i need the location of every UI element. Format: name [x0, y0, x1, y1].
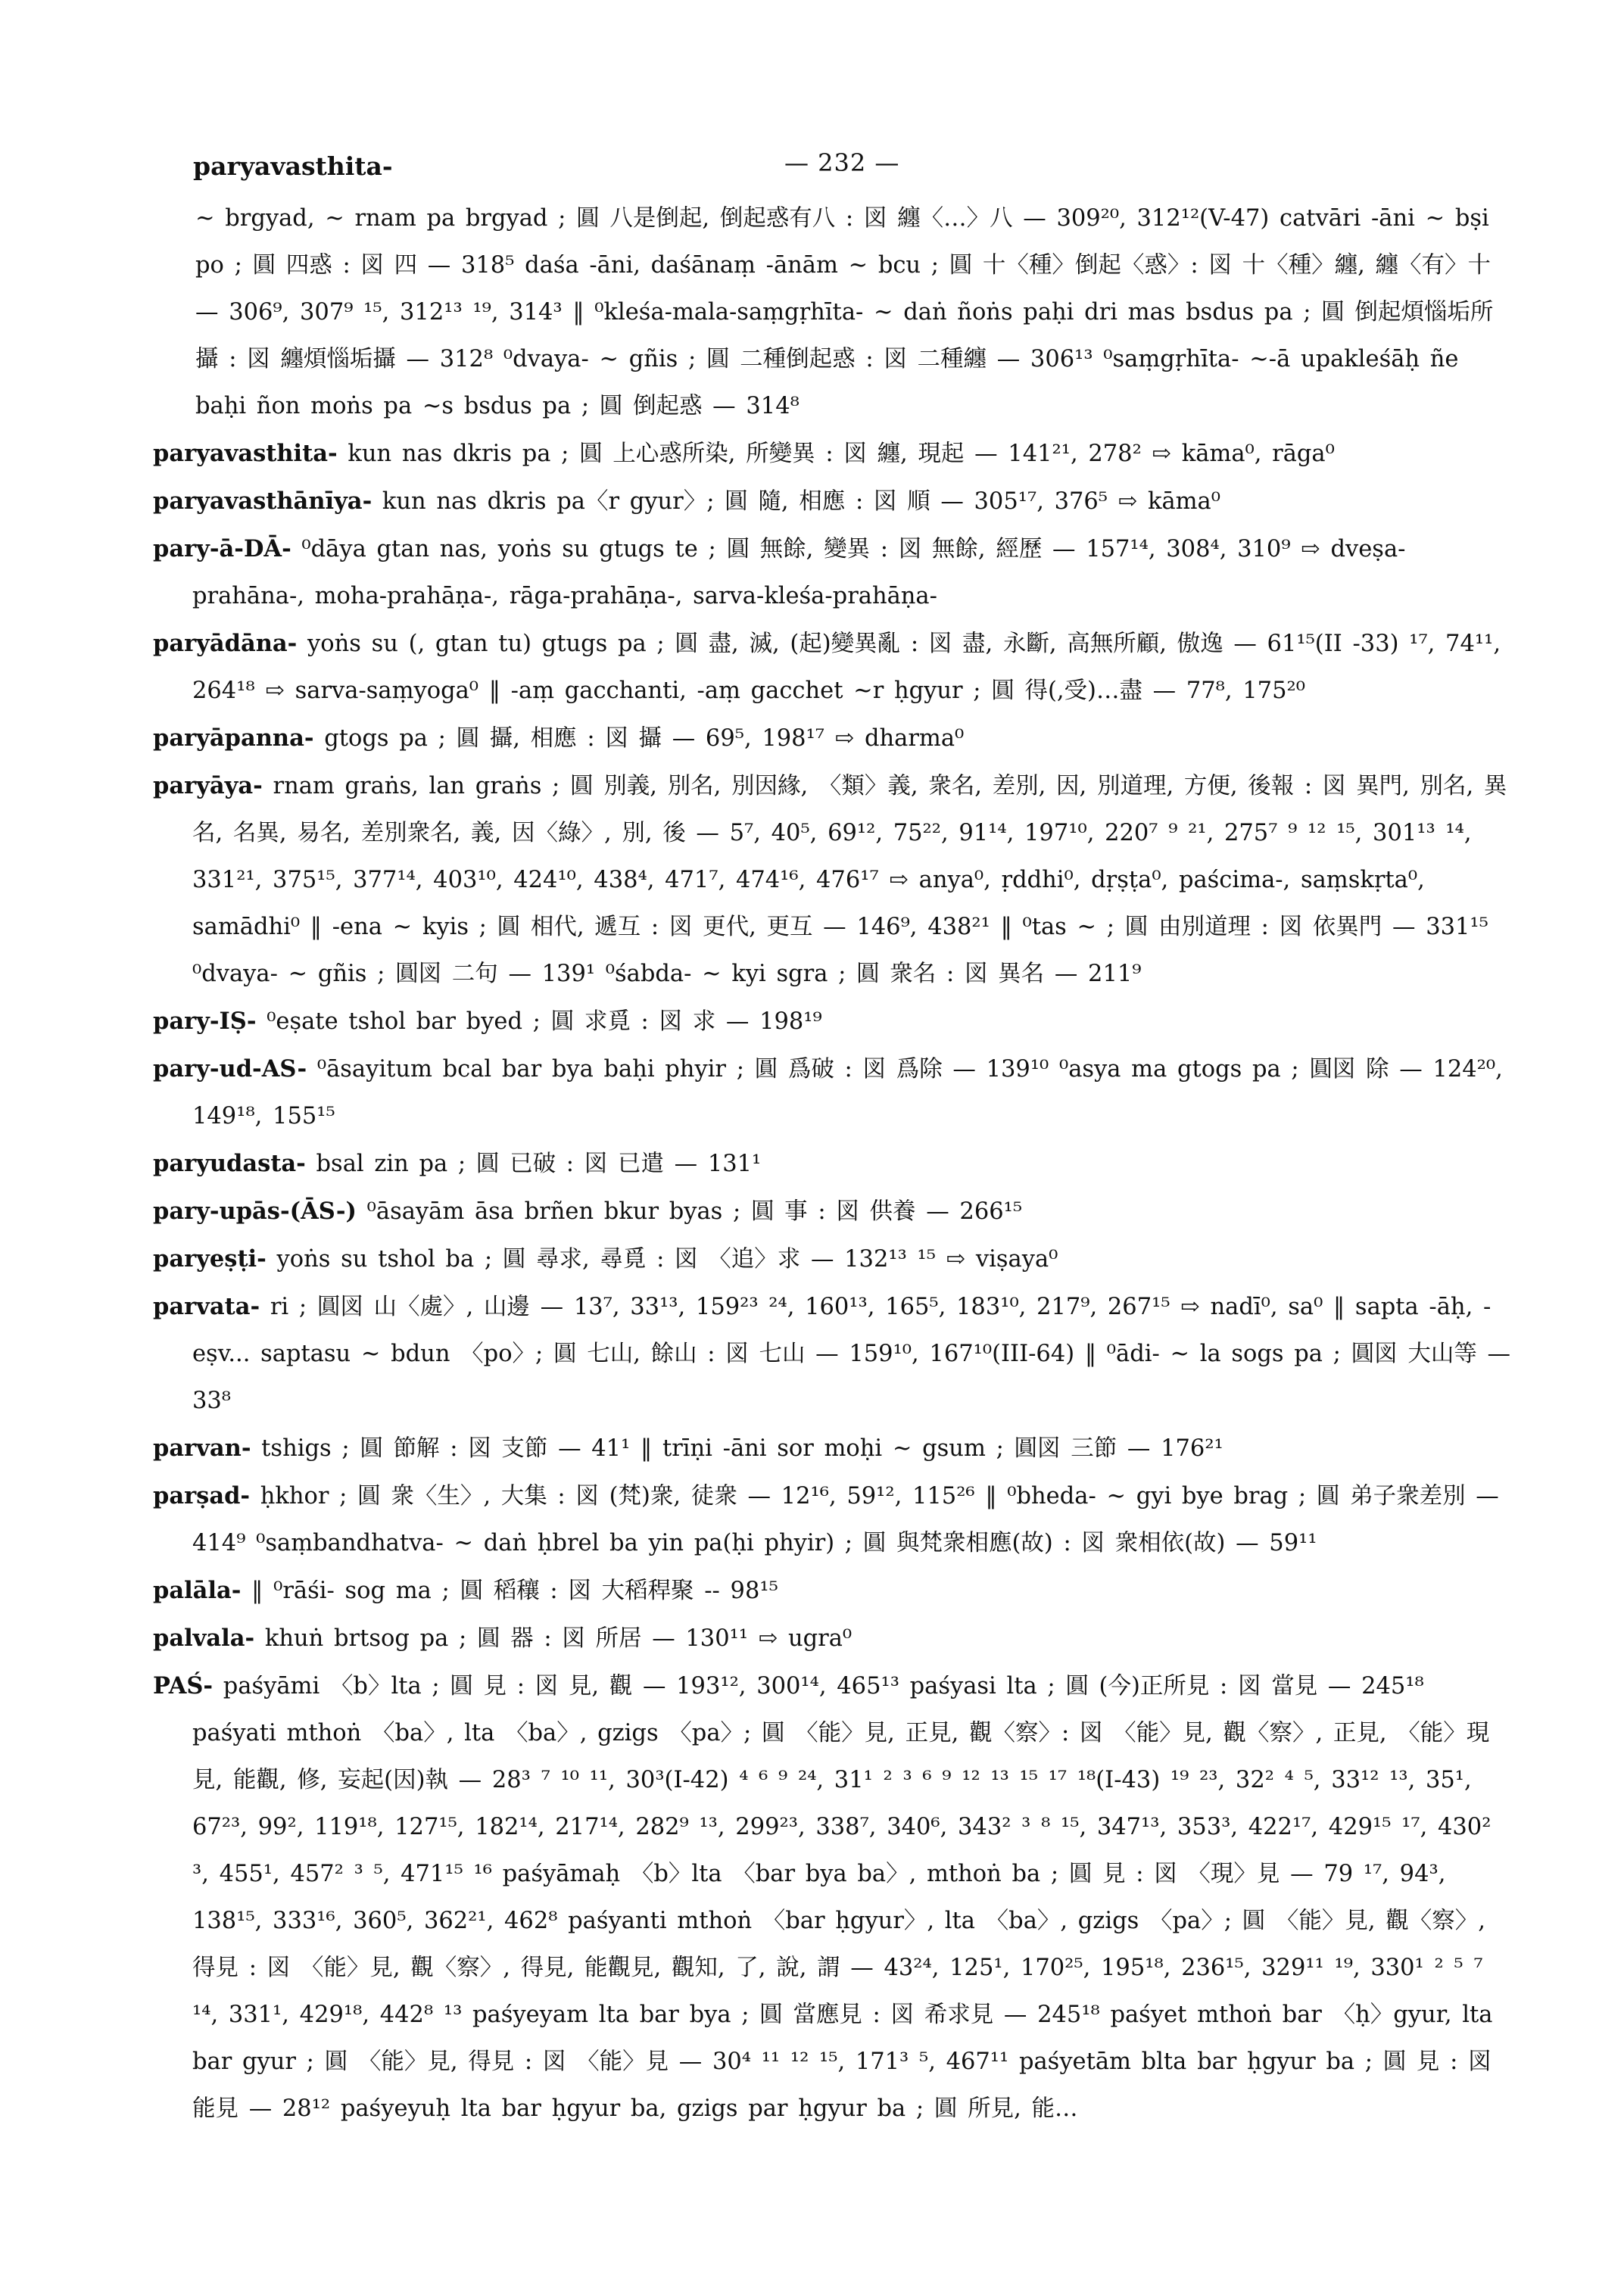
dictionary-entry: palvala- khuṅ brtsog pa ; 圓 器 : 図 所居 — 130¹¹ ⇨ ugra⁰ — [153, 1625, 853, 1652]
headword: palvala- — [153, 1625, 255, 1652]
continuation-line: 図 十〈種〉纏, 纏〈有〉十 — 306⁹, 307⁹ ¹⁵, 312¹³ ¹⁹, 314³ ‖ ⁰kleśa-mala-saṃgṛhīta- ~ daṅ ñoṅs paḥi — [195, 252, 1492, 326]
continuation-line: 二種纏 — 306¹³ ⁰saṃgṛhīta- ~-ā upakleśāḥ ñe baḥi ñon moṅs pa ~s bsdus pa ; 圓 倒起惑 — — [195, 346, 1459, 419]
running-head: paryavasthita- — [193, 151, 393, 181]
dictionary-entry: pary-ā-DĀ- ⁰dāya gtan nas, yoṅs su gtugs te ; 圓 無餘, 變異 : 図 無餘, 經歷 — 157¹⁴, 308⁴, 310⁹ ⇨ dveṣa-prahāna-, moha-prahāṇa-, rāga-prahāṇa-, sarva-kleśa-prahāṇa- — [153, 535, 1406, 609]
dictionary-entry: palāla- ‖ ⁰rāśi- sog ma ; 圓 稻穰 : 図 大稻稈聚 -- 98¹⁵ — [153, 1577, 778, 1604]
headword: PAŚ- — [153, 1672, 214, 1699]
dictionary-entry: parṣad- ḥkhor ; 圓 衆〈生〉, 大集 : 図 (梵)衆, 徒衆 — 12¹⁶, 59¹², 115²⁶ ‖ ⁰bheda- ~ gyi bye brag ; 圓 弟子衆差別 — 414⁹ ⁰saṃbandhatva- ~ daṅ ḥbrel ba yin pa(ḥi phyir) ; 圓 與梵衆相應(故) : 図 衆相依(故) — 59¹¹ — [153, 1482, 1499, 1556]
headword: palāla- — [153, 1577, 242, 1604]
dictionary-entry: parvan- tshigs ; 圓 節解 : 図 支節 — 41¹ ‖ trīṇi -āni sor moḥi ~ gsum ; 圓図 三節 — 176²¹ — [153, 1435, 1223, 1462]
headword: pary-ā-DĀ- — [153, 535, 291, 562]
dictionary-entry: paryavasthānīya- kun nas dkris pa〈r gyur〉; 圓 隨, 相應 : 図 順 — 305¹⁷, 376⁵ ⇨ kāma⁰ — [153, 488, 1220, 515]
continuation-line: 314⁸ — [746, 393, 800, 419]
headword: pary-upās-(ĀS-) — [153, 1198, 357, 1225]
headword: pary-ud-AS- — [153, 1055, 307, 1083]
dictionary-entry: PAŚ- paśyāmi 〈b〉lta ; 圓 見 : 図 見, 觀 — 193¹², 300¹⁴, 465¹³ paśyasi lta ; 圓 (今)正所見 : 図 當見 — 245¹⁸ paśyati mthoṅ 〈ba〉, lta 〈ba〉, gzigs 〈pa〉; 圓 〈能〉見, 正見, 觀〈察〉: 図 〈能〉見, 觀〈察〉, 正見, 〈能〉現見, 能觀, 修, 妄起(因)執 — 28³ ⁷ ¹⁰ ¹¹, 30³(I-42) ⁴ ⁶ ⁹ ²⁴, 31¹ ² ³ ⁶ ⁹ ¹² ¹³ ¹⁵ ¹⁷ ¹⁸(I-43) ¹⁹ ²³, 32² ⁴ ⁵, 33¹² ¹³, 35¹, 67²³, 99², 119¹⁸, 127¹⁵, 182¹⁴, 217¹⁴, 282⁹ ¹³, 299²³, 338⁷, 340⁶, 343² ³ ⁸ ¹⁵, 347¹³, 353³, 422¹⁷, 429¹⁵ ¹⁷, 430² ³, 455¹, 457² ³ ⁵, 471¹⁵ ¹⁶ paśyāmaḥ 〈b〉lta 〈bar bya ba〉, mthoṅ ba ; 圓 見 : 図 〈現〉見 — 79 ¹⁷, 94³, 138¹⁵, 333¹⁶, 360⁵, 362²¹, 462⁸ paśyanti mthoṅ 〈bar ḥgyur〉, lta 〈ba〉, gzigs 〈pa〉; 圓 〈能〉見, 觀〈察〉, 得見 : 図 〈能〉見, 觀〈察〉, 得見, 能觀見, 觀知, 了, 說, 謂 — 43²⁴, 125¹, 170²⁵, 195¹⁸, 236¹⁵, 329¹¹ ¹⁹, 330¹ ² ⁵ ⁷ ¹⁴, 331¹, 429¹⁸, 442⁸ ¹³ paśyeyam lta bar bya ; 圓 當應見 : 図 希求見 — 245¹⁸ paśyet mthoṅ bar 〈ḥ〉gyur, lta bar gyur ; 圓 〈能〉見, 得見 : 図 〈能〉見 — 30⁴ ¹¹ ¹² ¹⁵, 171³ ⁵, 467¹¹ paśyetām blta bar ḥgyur ba ; 圓 見 : 図 能見 — 28¹² paśyeyuḥ lta bar ḥgyur ba, gzigs par ḥgyur ba ; 圓 所見, 能… — [153, 1672, 1493, 2122]
dictionary-entry: paryeṣṭi- yoṅs su tshol ba ; 圓 尋求, 尋覓 : 図 〈追〉求 — 132¹³ ¹⁵ ⇨ viṣaya⁰ — [153, 1245, 1058, 1273]
headword: parvata- — [153, 1293, 260, 1320]
continuation-block — [157, 195, 1513, 430]
continuation-line: dri mas bsdus pa ; 圓 倒起煩惱垢所攝 : 図 纏煩惱垢攝 — 312⁸ ⁰dvaya- ~ gñis ; 圓 二種倒起惑 : 図 — [195, 299, 1494, 372]
dictionary-entry: paryudasta- bsal zin pa ; 圓 已破 : 図 已遣 — 131¹ — [153, 1150, 762, 1177]
dictionary-entry: paryādāna- yoṅs su (, gtan tu) gtugs pa ; 圓 盡, 滅, (起)變異亂 : 図 盡, 永斷, 高無所顧, 傲逸 — 61¹⁵(II -33) ¹⁷, 74¹¹, 264¹⁸ ⇨ sarva-saṃyoga⁰ ‖ -aṃ gacchanti, -aṃ gacchet ~r ḥgyur ; 圓 得(,受)…盡 — 77⁸, 175²⁰ — [153, 630, 1501, 704]
dictionary-entry: paryāya- rnam graṅs, lan graṅs ; 圓 別義, 別名, 別因緣, 〈類〉義, 衆名, 差別, 因, 別道理, 方便, 後報 : 図 異門, 別名, 異名, 名異, 易名, 差別衆名, 義, 因〈綠〉, 別, 後 — 5⁷, 40⁵, 69¹², 75²², 91¹⁴, 197¹⁰, 220⁷ ⁹ ²¹, 275⁷ ⁹ ¹² ¹⁵, 301¹³ ¹⁴, 331²¹, 375¹⁵, 377¹⁴, 403¹⁰, 424¹⁰, 438⁴, 471⁷, 474¹⁶, 476¹⁷ ⇨ anya⁰, ṛddhi⁰, dṛṣṭa⁰, paścima-, saṃskṛta⁰, samādhi⁰ ‖ -ena ~ kyis ; 圓 相代, 遞互 : 図 更代, 更互 — 146⁹, 438²¹ ‖ ⁰tas ~ ; 圓 由別道理 : 図 依異門 — 331¹⁵ ⁰dvaya- ~ gñis ; 圓図 二句 — 139¹ ⁰śabda- ~ kyi sgra ; 圓 衆名 : 図 異名 — 211⁹ — [153, 772, 1507, 987]
dictionary-entry: paryāpanna- gtogs pa ; 圓 攝, 相應 : 図 攝 — 69⁵, 198¹⁷ ⇨ dharma⁰ — [153, 724, 965, 752]
headword: paryavasthānīya- — [153, 488, 372, 515]
headword: paryāpanna- — [153, 724, 314, 752]
headword: paryeṣṭi- — [153, 1245, 267, 1273]
headword: pary-IṢ- — [153, 1008, 257, 1035]
headword: paryāya- — [153, 772, 263, 799]
headword: parvan- — [153, 1435, 251, 1462]
headword: parṣad- — [153, 1482, 251, 1509]
page-number: — 232 — — [784, 148, 900, 177]
headword: paryādāna- — [153, 630, 298, 657]
headword: paryudasta- — [153, 1150, 306, 1177]
dictionary-entry: pary-IṢ- ⁰eṣate tshol bar byed ; 圓 求覓 : 図 求 — 198¹⁹ — [153, 1008, 822, 1035]
dictionary-entry: pary-ud-AS- ⁰āsayitum bcal bar bya baḥi phyir ; 圓 爲破 : 図 爲除 — 139¹⁰ ⁰asya ma gtogs pa ; 圓図 除 — 124²⁰, 149¹⁸, 155¹⁵ — [153, 1055, 1503, 1129]
continuation-line: -āni ~ bṣi po ; 圓 四惑 : 図 四 — 318⁵ daśa -āni, daśānaṃ -ānām ~ bcu ; 圓 十〈種〉倒起〈惑〉: — [195, 205, 1489, 279]
headword: paryavasthita- — [153, 440, 338, 467]
continuation-line: ~ brgyad, ~ rnam pa brgyad ; 圓 八是倒起, 倒起惑有八 : 図 纏〈…〉八 — 309²⁰, 312¹²(V-47) catvāri — [195, 205, 1361, 232]
entries-column — [153, 195, 1513, 2133]
dictionary-entry: pary-upās-(ĀS-) ⁰āsayām āsa brñen bkur byas ; 圓 事 : 図 供養 — 266¹⁵ — [153, 1198, 1023, 1225]
dictionary-entry: paryavasthita- kun nas dkris pa ; 圓 上心惑所染, 所變異 : 図 纏, 現起 — 141²¹, 278² ⇨ kāma⁰, rāga⁰ — [153, 440, 1335, 467]
dictionary-entry: parvata- ri ; 圓図 山〈處〉, 山邊 — 13⁷, 33¹³, 159²³ ²⁴, 160¹³, 165⁵, 183¹⁰, 217⁹, 267¹⁵ ⇨ nadī⁰, sa⁰ ‖ sapta -āḥ, -eṣv... saptasu ~ bdun 〈po〉; 圓 七山, 餘山 : 図 七山 — 159¹⁰, 167¹⁰(III-64) ‖ ⁰ādi- ~ la sogs pa ; 圓図 大山等 — 33⁸ — [153, 1293, 1511, 1414]
